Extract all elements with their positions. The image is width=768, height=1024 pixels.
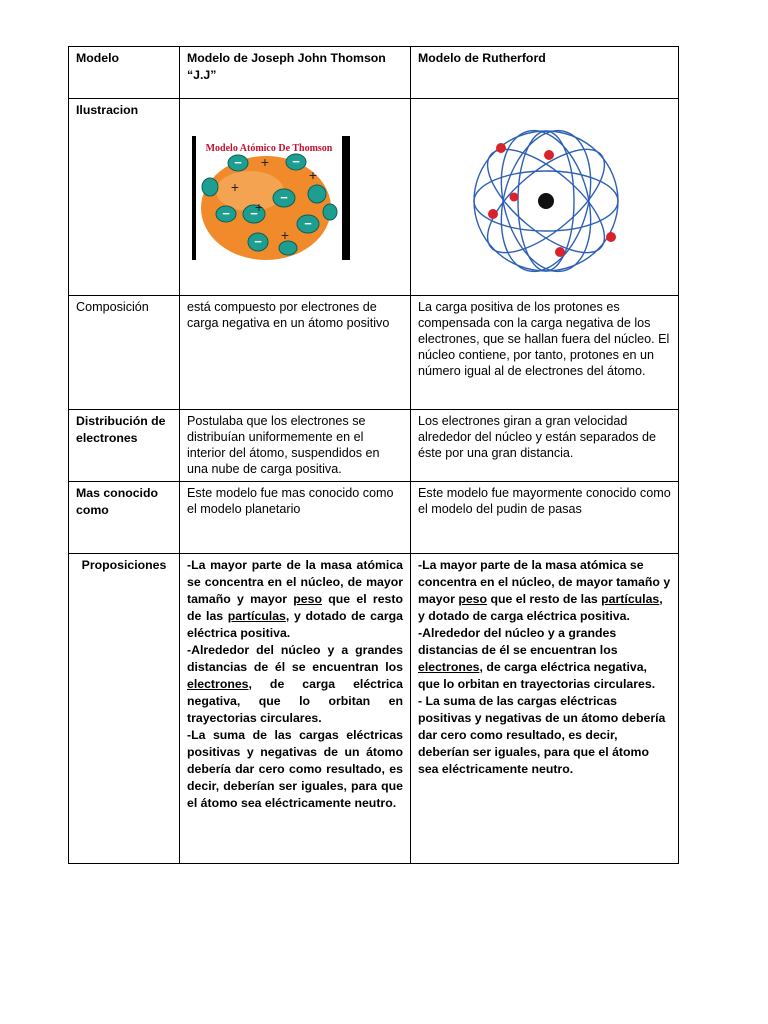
- header-modelo: Modelo: [69, 47, 180, 99]
- rutherford-proposiciones: [411, 554, 679, 864]
- svg-text:+: +: [308, 167, 318, 183]
- table-row-ilustracion: [69, 99, 679, 296]
- link-electrones[interactable]: electrones: [418, 660, 480, 674]
- nucleus-icon: [538, 193, 554, 209]
- header-thomson: Modelo de Joseph John Thomson “J.J”: [180, 47, 411, 99]
- rutherford-proposicion-2: [418, 625, 671, 693]
- thomson-p1-text-c: , y dotado de carga eléctrica positiva.: [187, 609, 403, 640]
- thomson-p2-text-a: -Alrededor del núcleo y a grandes distancias de él se encuentran los: [187, 643, 403, 674]
- thomson-p2-text-b: , de carga eléctrica negativa, que lo orbitan en trayectorias circulares.: [187, 677, 403, 725]
- thomson-mas-conocido: Este modelo fue mas conocido como el modelo planetario: [180, 482, 411, 554]
- svg-text:−: −: [304, 216, 312, 231]
- rutherford-p2-text-a: -Alrededor del núcleo y a grandes distancias de él se encuentran los: [418, 626, 618, 657]
- header-rutherford: Modelo de Rutherford: [411, 47, 679, 99]
- thomson-illustration-cell: [180, 99, 411, 296]
- table-row-distribucion: [69, 410, 679, 482]
- svg-text:−: −: [222, 206, 230, 221]
- thomson-p1-text-b: que el resto de las: [187, 592, 403, 623]
- svg-text:−: −: [280, 190, 288, 205]
- thomson-p1-text-a: -La mayor parte de la masa atómica se concentra en el núcleo, de mayor tamaño y mayor: [187, 558, 403, 606]
- svg-text:+: +: [280, 227, 290, 243]
- rutherford-distribucion: Los electrones giran a gran velocidad alrededor del núcleo y están separados de éste por una gran distancia.: [411, 410, 679, 482]
- svg-text:+: +: [254, 199, 264, 215]
- comparison-table: [68, 46, 679, 864]
- rutherford-illustration-cell: [411, 99, 679, 296]
- rutherford-proposicion-1: [418, 557, 671, 625]
- thomson-distribucion: Postulaba que los electrones se distribuían uniformemente en el interior del átomo, suspendidos en una nube de carga positiva.: [180, 410, 411, 482]
- link-particulas[interactable]: partículas: [601, 592, 660, 606]
- svg-text:+: +: [230, 179, 240, 195]
- rutherford-p2-text-b: , de carga eléctrica negativa, que lo orbitan en trayectorias circulares.: [418, 660, 656, 691]
- link-peso[interactable]: peso: [458, 592, 488, 606]
- rutherford-composicion: La carga positiva de los protones es compensada con la carga negativa de los electrones, que se hallan fuera del núcleo. El núcleo contiene, por tanto, protones en un número igual al de electrones del átomo.: [411, 296, 679, 410]
- link-peso[interactable]: peso: [293, 592, 322, 606]
- thomson-proposicion-2: [187, 642, 403, 727]
- svg-text:+: +: [260, 154, 270, 170]
- table-row-composicion: [69, 296, 679, 410]
- table-header-row: [69, 47, 679, 99]
- svg-text:−: −: [234, 155, 242, 170]
- label-distribucion: Distribución de electrones: [69, 410, 180, 482]
- thomson-proposicion-3: -La suma de las cargas eléctricas positivas y negativas de un átomo debería dar cero como resultado, es decir, deberían ser iguales, para que el átomo sea eléctricamente neutro.: [187, 728, 403, 810]
- label-mas-conocido: Mas conocido como: [69, 482, 180, 554]
- table-row-proposiciones: [69, 554, 679, 864]
- rutherford-proposicion-3: - La suma de las cargas eléctricas positivas y negativas de un átomo debería dar cero como resultado, es decir, deberían ser iguales, para que el átomo sea eléctricamente neutro.: [418, 694, 666, 776]
- table-row-mas-conocido: [69, 482, 679, 554]
- thomson-atom-illustration: [192, 136, 352, 260]
- svg-text:−: −: [250, 206, 258, 221]
- rutherford-p1-text-b: que el resto de las: [487, 592, 602, 606]
- rutherford-p1-text-a: -La mayor parte de la masa atómica se concentra en el núcleo, de mayor tamaño y mayor: [418, 558, 671, 606]
- rutherford-atom-illustration: [463, 124, 633, 274]
- svg-text:−: −: [254, 234, 262, 249]
- label-ilustracion: Ilustracion: [69, 99, 180, 296]
- rutherford-mas-conocido: Este modelo fue mayormente conocido como el modelo del pudin de pasas: [411, 482, 679, 554]
- link-particulas[interactable]: partículas: [227, 609, 286, 623]
- rutherford-p1-text-c: , y dotado de carga eléctrica positiva.: [418, 592, 663, 623]
- label-composicion: Composición: [69, 296, 180, 410]
- thomson-proposicion-1: [187, 557, 403, 642]
- thomson-proposiciones: [180, 554, 411, 864]
- thomson-composicion: está compuesto por electrones de carga negativa en un átomo positivo: [180, 296, 411, 410]
- thomson-image-caption: Modelo Atómico De Thomson: [205, 143, 333, 154]
- link-electrones[interactable]: electrones: [187, 677, 249, 691]
- label-proposiciones: Proposiciones: [69, 554, 180, 864]
- svg-text:−: −: [292, 154, 300, 169]
